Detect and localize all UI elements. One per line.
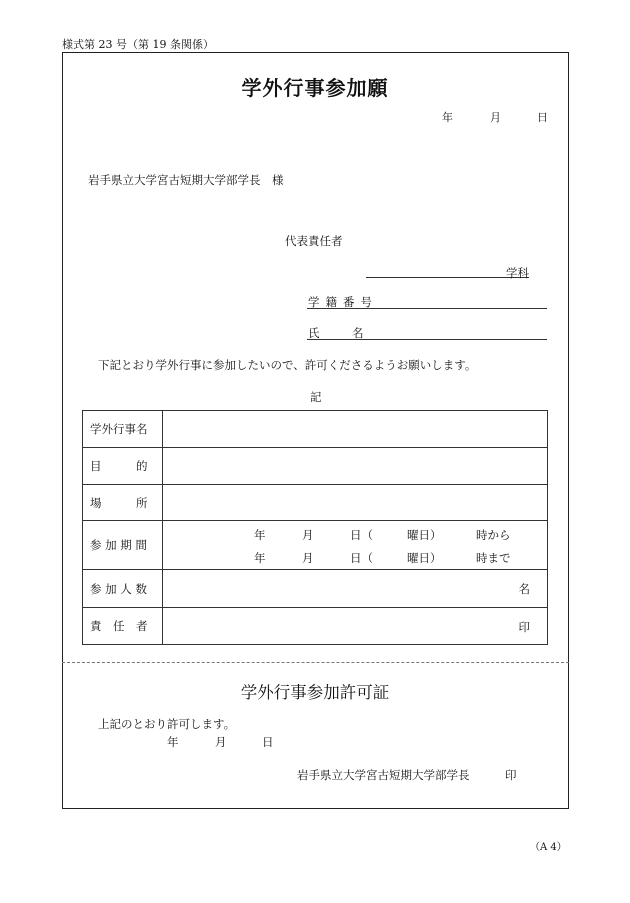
purpose-field[interactable]: [163, 448, 548, 485]
date-year: 年: [442, 111, 453, 124]
period-end-weekday: 曜日）: [407, 551, 442, 565]
period-end-time: 時まで: [476, 551, 511, 565]
responsible-label: 責 任 者: [83, 608, 163, 645]
table-row: [83, 411, 548, 448]
period-start-time: 時から: [476, 528, 511, 542]
place-label: 場 所: [83, 485, 163, 521]
table-row: [83, 485, 548, 521]
responsible-seal: 印: [518, 620, 530, 634]
table-row: [83, 521, 548, 570]
participants-unit: 名: [518, 582, 530, 596]
place-field[interactable]: [163, 485, 548, 521]
event-name-field[interactable]: [163, 411, 548, 448]
permit-date-month: 月: [215, 735, 227, 749]
period-start-weekday: 曜日）: [407, 528, 442, 542]
period-start-month: 月: [302, 528, 314, 542]
participants-field[interactable]: [163, 570, 548, 608]
paper-size: （A 4）: [530, 842, 567, 853]
period-field[interactable]: [163, 521, 548, 570]
permit-title: 学外行事参加許可証: [240, 683, 390, 702]
name-label-family: 氏: [308, 326, 320, 340]
permit-seal: 印: [505, 768, 517, 782]
department-line[interactable]: [366, 277, 529, 278]
permit-signatory: 岩手県立大学宮古短期大学部学長: [297, 768, 470, 782]
cut-line-divider: [62, 662, 569, 663]
period-start-day: 日（: [350, 528, 373, 542]
period-end-day: 日（: [350, 551, 373, 565]
period-end-month: 月: [302, 551, 314, 565]
table-row: [83, 448, 548, 485]
ki-heading: 記: [310, 390, 322, 404]
table-row: [83, 608, 548, 645]
permit-date-year: 年: [167, 735, 179, 749]
purpose-label: 目 的: [83, 448, 163, 485]
period-start-year: 年: [254, 528, 266, 542]
permit-date-day: 日: [262, 735, 274, 749]
permit-text: 上記のとおり許可します。: [98, 717, 236, 731]
department-suffix: 学科: [506, 266, 529, 280]
student-number-label: 学籍番号: [308, 295, 378, 309]
name-label-given: 名: [352, 326, 364, 340]
responsible-field[interactable]: [163, 608, 548, 645]
name-line[interactable]: [307, 339, 547, 340]
form-number: 様式第 23 号（第 19 条関係）: [62, 38, 214, 51]
period-label: 参 加 期 間: [83, 521, 163, 570]
student-number-line[interactable]: [307, 308, 547, 309]
period-end-year: 年: [254, 551, 266, 565]
date-day: 日: [537, 111, 548, 124]
application-title: 学外行事参加願: [241, 76, 389, 100]
representative-label: 代表責任者: [285, 234, 343, 248]
addressee: 岩手県立大学宮古短期大学部学長 様: [88, 173, 284, 187]
table-row: [83, 570, 548, 608]
participants-label: 参 加 人 数: [83, 570, 163, 608]
details-table: [82, 410, 548, 645]
request-text: 下記とおり学外行事に参加したいので、許可くださるようお願いします。: [98, 358, 477, 372]
event-name-label: 学外行事名: [83, 411, 163, 448]
date-month: 月: [490, 111, 501, 124]
